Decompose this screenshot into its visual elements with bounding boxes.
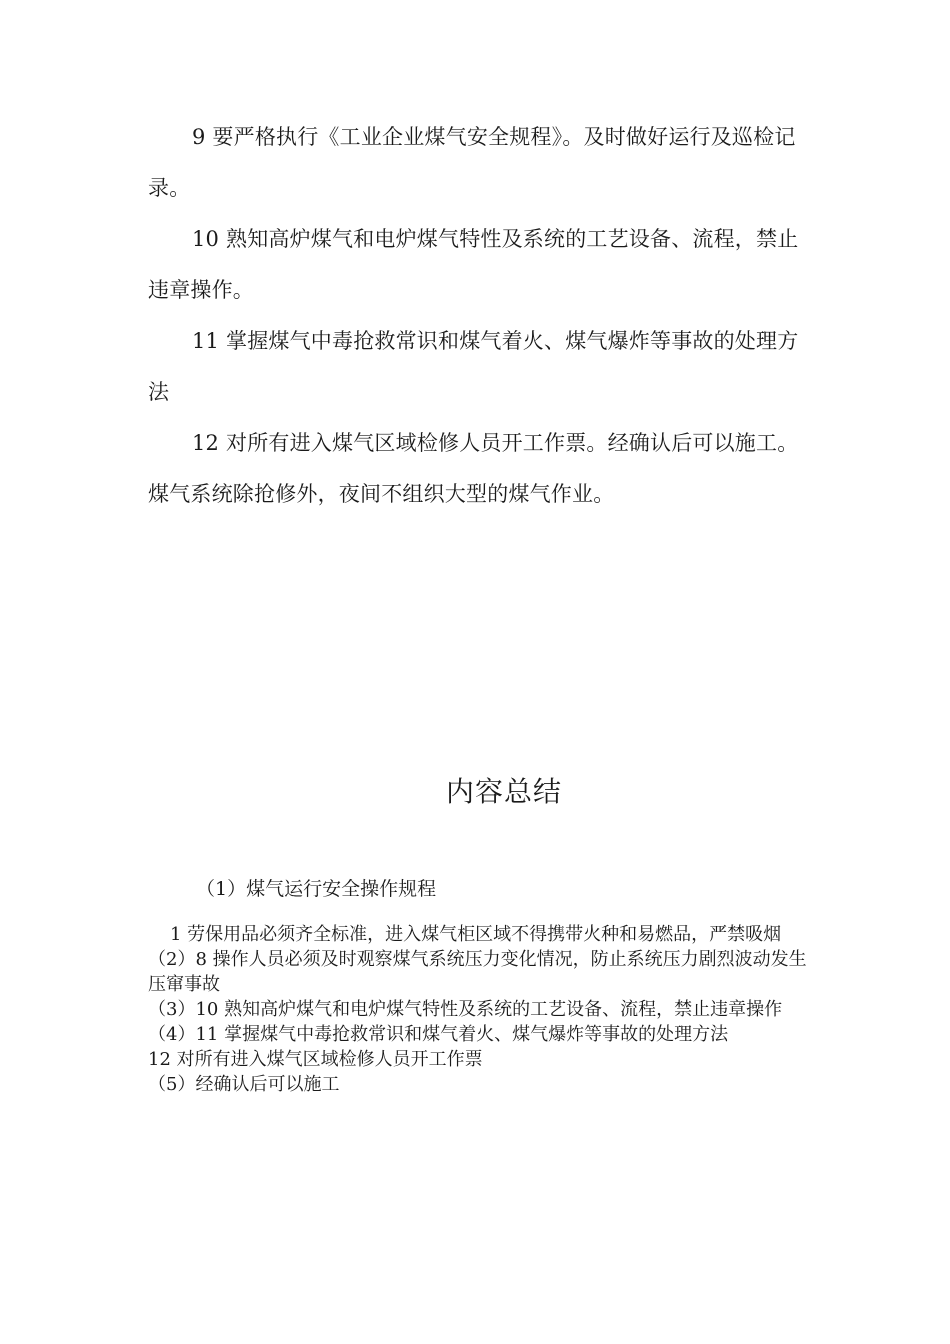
document-body xyxy=(148,112,806,520)
summary-item: （5）经确认后可以施工 xyxy=(148,1074,340,1095)
summary-heading: （1）煤气运行安全操作规程 xyxy=(196,878,437,900)
paragraph-10: 10 熟知高炉煤气和电炉煤气特性及系统的工艺设备、流程，禁止违章操作。 xyxy=(148,227,799,302)
paragraph-12: 12 对所有进入煤气区域检修人员开工作票。经确认后可以施工。煤气系统除抢修外，夜间不组织大型的煤气作业。 xyxy=(148,431,799,506)
summary-item: （4）11 掌握煤气中毒抢救常识和煤气着火、煤气爆炸等事故的处理方法 xyxy=(148,1024,729,1045)
summary-item: （3）10 熟知高炉煤气和电炉煤气特性及系统的工艺设备、流程，禁止违章操作 xyxy=(148,999,783,1020)
summary-list xyxy=(148,922,808,1097)
summary-item: 12 对所有进入煤气区域检修人员开工作票 xyxy=(148,1049,483,1070)
summary-item: （2）8 操作人员必须及时观察煤气系统压力变化情况，防止系统压力剧烈波动发生压窜事故 xyxy=(148,949,807,995)
summary-item: 1 劳保用品必须齐全标准，进入煤气柜区域不得携带火种和易燃品，严禁吸烟 xyxy=(170,924,782,945)
summary-title: 内容总结 xyxy=(445,775,562,808)
paragraph-11: 11 掌握煤气中毒抢救常识和煤气着火、煤气爆炸等事故的处理方法 xyxy=(148,329,799,404)
paragraph-9: 9 要严格执行《工业企业煤气安全规程》。及时做好运行及巡检记录。 xyxy=(148,125,796,200)
